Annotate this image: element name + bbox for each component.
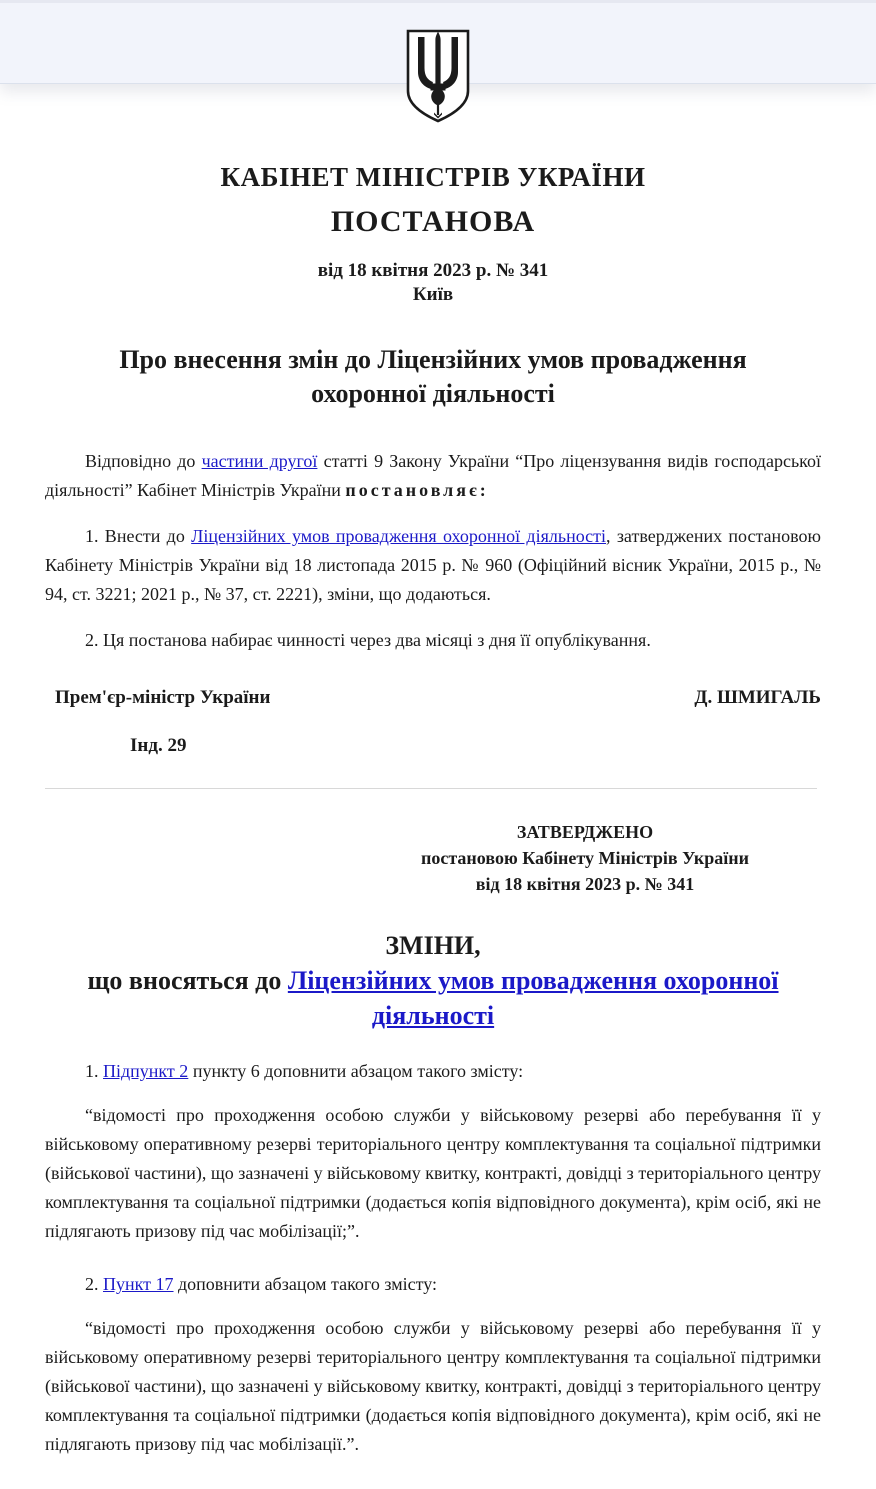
link-subpoint-2[interactable]: Підпункт 2 — [103, 1061, 189, 1081]
document-content — [0, 162, 876, 1489]
resolution-item-1 — [45, 522, 821, 609]
link-license-conditions[interactable]: Ліцензійних умов провадження охоронної діяльності — [191, 526, 607, 546]
doc-date-line: від 18 квітня 2023 р. № 341 — [317, 260, 549, 281]
link-chastyna-druha[interactable]: частини другої — [201, 451, 318, 471]
point2-text-after: доповнити абзацом такого змісту: — [173, 1274, 437, 1294]
doc-title: Про внесення змін до Ліцензійних умов провадження охоронної діяльності — [119, 345, 747, 408]
preamble-text-before: Відповідно до — [85, 451, 202, 471]
signature-position: Прем'єр-міністр України — [55, 687, 271, 708]
approved-block — [410, 819, 760, 897]
item1-text-after: , затверджених постановою Кабінету Міністрів України від 18 листопада 2015 р. № 960 (Офіційний вісник України, 2015 р., № 94, ст. 3221; 2021 р., № 37, ст. 2221), зміни, що додаються. — [45, 526, 821, 604]
resolution-item-2: 2. Ця постанова набирає чинності через два місяці з дня її опублікування. — [85, 630, 651, 650]
item1-text-before: 1. Внести до — [85, 526, 192, 546]
org-title: КАБІНЕТ МІНІСТРІВ УКРАЇНИ — [220, 162, 646, 192]
changes-point-2 — [45, 1270, 821, 1299]
changes-title-line2 — [83, 963, 783, 1033]
approved-line-3: від 18 квітня 2023 р. № 341 — [475, 874, 695, 894]
changes-point-2-quote: “відомості про проходження особою служби у військовому резерві або перебування її у військовому оперативному резерві територіального центру комплектування та соціальної підтримки (військової частини), що зазначені у військовому квитку, контракті, довідці з територіального центру комплектування та соціальної підтримки (додається копія відповідного документа), крім осіб, які не підлягають призову під час мобілізації.”. — [45, 1318, 821, 1454]
doc-type-title: ПОСТАНОВА — [330, 205, 536, 238]
section-divider — [45, 788, 817, 789]
signature-row — [45, 687, 821, 709]
approved-line-2: постановою Кабінету Міністрів України — [421, 848, 749, 868]
changes-title-line1: ЗМІНИ, — [385, 931, 481, 960]
changes-title — [83, 928, 783, 1033]
changes-point-1 — [45, 1057, 821, 1086]
link-license-conditions-changes[interactable]: Ліцензійних умов провадження охоронної діяльності — [287, 966, 779, 1030]
link-point-17[interactable]: Пункт 17 — [103, 1274, 174, 1294]
doc-city: Київ — [412, 284, 454, 305]
point1-text-after: пункту 6 доповнити абзацом такого змісту: — [188, 1061, 524, 1081]
preamble-text-after: статті 9 Закону України “Про ліцензування видів господарської діяльності” Кабінет Міністрів України — [45, 451, 821, 500]
changes-title-text: що вносяться до — [87, 966, 288, 995]
point1-number: 1. — [85, 1061, 103, 1081]
index-line: Інд. 29 — [130, 735, 187, 756]
signature-name: Д. ШМИГАЛЬ — [694, 687, 821, 708]
preamble-resolves-word: постановляє: — [345, 480, 489, 500]
approved-line-1: ЗАТВЕРДЖЕНО — [516, 822, 654, 842]
point2-number: 2. — [85, 1274, 103, 1294]
changes-point-1-quote: “відомості про проходження особою служби у військовому резерві або перебування її у військовому оперативному резерві територіального центру комплектування та соціальної підтримки (військової частини), що зазначені у військовому квитку, контракті, довідці з територіального центру комплектування та соціальної підтримки (додається копія відповідного документа), крім осіб, які не підлягають призову під час мобілізації;”. — [45, 1105, 821, 1241]
preamble-paragraph — [45, 447, 821, 505]
ukraine-trident-emblem — [404, 28, 472, 124]
